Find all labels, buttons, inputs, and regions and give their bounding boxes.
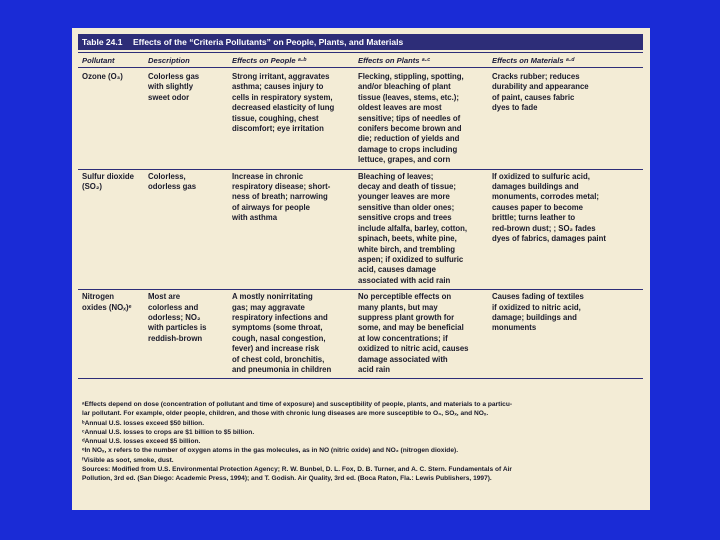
footnote: ᶜAnnual U.S. losses to crops are $1 billion to $5 billion. bbox=[82, 428, 255, 436]
sources-note: Sources: Modified from U.S. Environmental Protection Agency; R. W. Bunbel, D. L. Fox, D. B. Turner, and A. C. Stern. Fundamentals of Air Pollution, 3rd ed. (San Diego: Academic Press, 1994); and T. Godish. Air Quality, 3rd ed. (Boca Raton, Fla.: Lewis Publishers, 1997). bbox=[82, 466, 512, 483]
header-materials: Effects on Materials ᵃ·ᵈ bbox=[492, 55, 575, 65]
cell-people: A mostly nonirritating gas; may aggravate respiratory infections and symptoms (some throat, cough, nasal congestion, fever) and increase risk of chest cold, bronchitis, and pneumonia in children bbox=[232, 292, 332, 374]
footnote: ᵇAnnual U.S. losses exceed $50 billion. bbox=[82, 419, 205, 427]
table-header-row bbox=[78, 52, 643, 68]
table-row bbox=[78, 70, 643, 170]
table-row bbox=[78, 170, 643, 290]
header-people: Effects on People ᵃ·ᵇ bbox=[232, 55, 307, 65]
cell-description: Colorless, odorless gas bbox=[148, 171, 197, 192]
cell-materials: If oxidized to sulfuric acid, damages buildings and monuments, corrodes metal; causes paper to become brittle; turns leather to red-brown dust; ; SO₂ fades dyes of fabrics, damages paint bbox=[492, 171, 606, 244]
cell-materials: Cracks rubber; reduces durability and appearance of paint, causes fabric dyes to fade bbox=[492, 72, 589, 113]
table-footnotes bbox=[78, 400, 643, 484]
cell-materials: Causes fading of textiles if oxidized to nitric acid, damage; buildings and monuments bbox=[492, 292, 584, 333]
slide-panel bbox=[72, 28, 650, 510]
table-row bbox=[78, 290, 643, 379]
cell-pollutant: Ozone (O₃) bbox=[82, 72, 123, 81]
cell-people: Increase in chronic respiratory disease; short- ness of breath; narrowing of airways for people with asthma bbox=[232, 171, 331, 223]
footnote: ᵃEffects depend on dose (concentration of pollutant and time of exposure) and susceptibility of people, plants, and materials to a particu- lar pollutant. For example, older people, children, and those with chronic lung diseases are more susceptible to O₃, SOₓ, and NOₓ. bbox=[82, 401, 513, 418]
cell-pollutant: Sulfur dioxide (SO₂) bbox=[82, 171, 134, 192]
table-number: Table 24.1 bbox=[82, 37, 123, 47]
footnote: ᵉIn NOₓ, x refers to the number of oxygen atoms in the gas molecules, as in NO (nitric oxide) and NO₂ (nitrogen dioxide). bbox=[82, 447, 459, 455]
cell-pollutant: Nitrogen oxides (NOₓ)ᵉ bbox=[82, 292, 132, 312]
cell-description: Most are colorless and odorless; NO₂ with particles is reddish-brown bbox=[148, 292, 207, 343]
header-plants: Effects on Plants ᵃ·ᶜ bbox=[358, 55, 431, 65]
cell-plants: Bleaching of leaves; decay and death of tissue; younger leaves are more sensitive than older ones; sensitive crops and trees include alfalfa, barley, cotton, spinach, beets, white pine, white birch, and trembling aspen; if oxidized to sulfuric acid, causes damage associated with acid rain bbox=[358, 171, 468, 285]
cell-description: Colorless gas with slightly sweet odor bbox=[148, 72, 200, 102]
header-description: Description bbox=[148, 55, 190, 65]
table-body bbox=[78, 70, 643, 379]
table-title: Effects of the “Criteria Pollutants” on People, Plants, and Materials bbox=[133, 37, 404, 47]
cell-plants: Flecking, stippling, spotting, and/or bleaching of plant tissue (leaves, stems, etc.); oldest leaves are most sensitive; tips of needles of conifers become brown and die; reduction of yields and damage to crops including lettuce, grapes, and corn bbox=[358, 72, 464, 165]
header-pollutant: Pollutant bbox=[82, 55, 115, 65]
cell-people: Strong irritant, aggravates asthma; causes injury to cells in respiratory system, decreased elasticity of lung tissue, coughing, chest discomfort; eye irritation bbox=[232, 72, 335, 134]
cell-plants: No perceptible effects on many plants, but may suppress plant growth for some, and may be beneficial at low concentrations; if oxidized to nitric acid, causes damage associated with acid rain bbox=[358, 292, 469, 374]
table-title-bar bbox=[78, 34, 643, 50]
footnote: ᵈAnnual U.S. losses exceed $5 billion. bbox=[82, 438, 201, 446]
footnote: ᶠVisible as soot, smoke, dust. bbox=[82, 456, 174, 464]
